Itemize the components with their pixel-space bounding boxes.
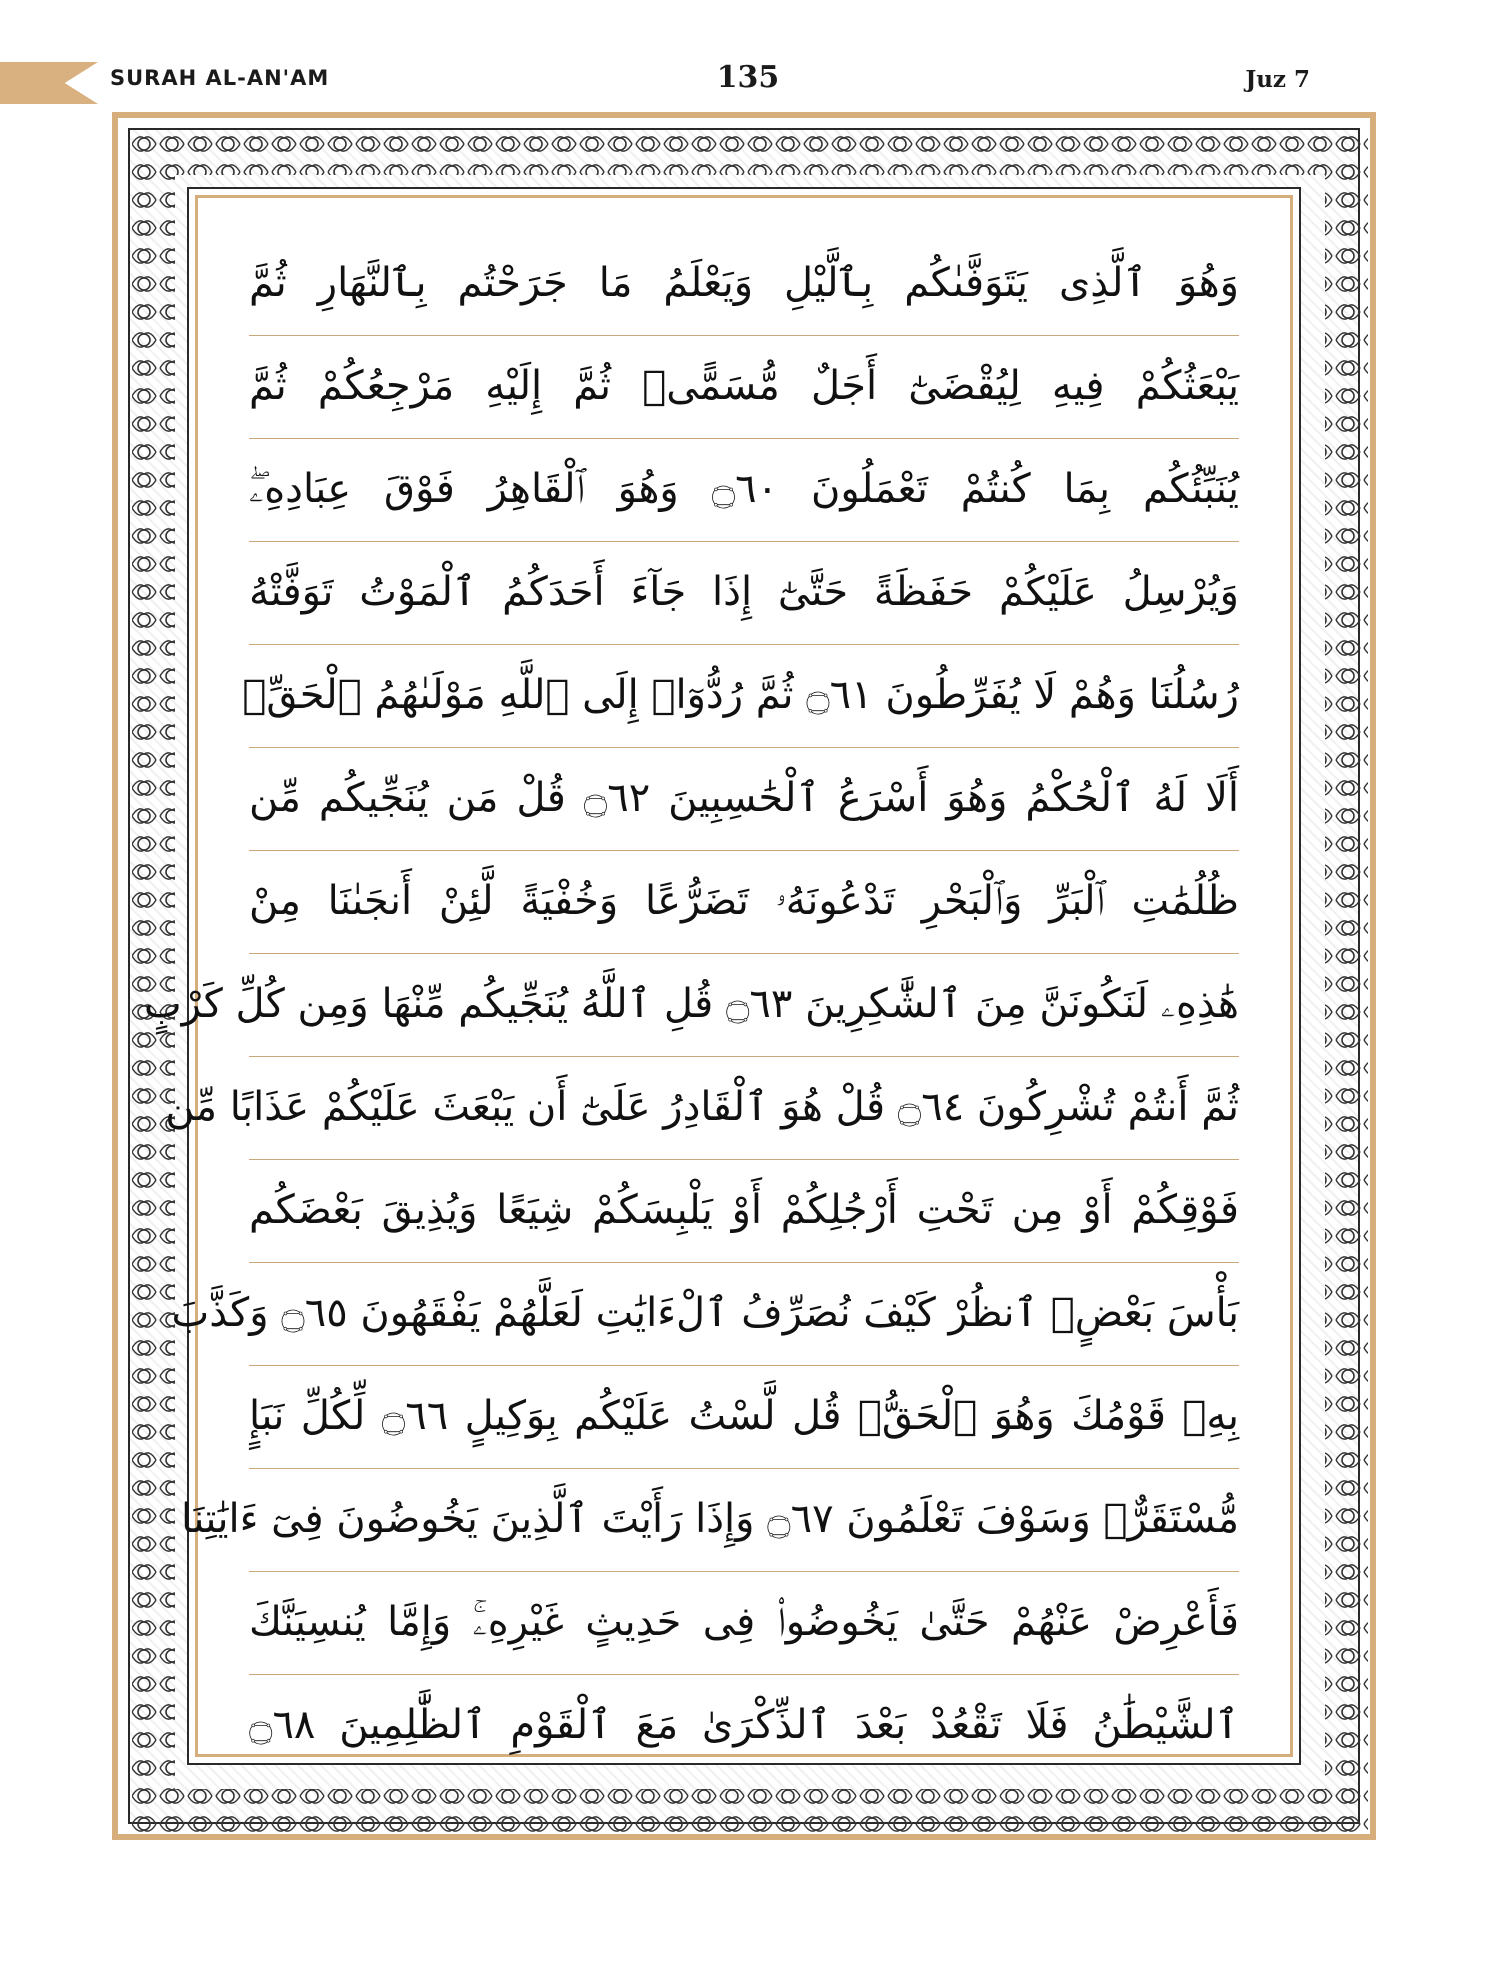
- verse-line: وَيُرْسِلُ عَلَيْكُمْ حَفَظَةً حَتَّىٰٓ إِذَا جَآءَ أَحَدَكُمُ ٱلْمَوْتُ تَوَفَّتْهُ: [249, 542, 1239, 645]
- verse-line: فَأَعْرِضْ عَنْهُمْ حَتَّىٰ يَخُوضُوا۟ فِى حَدِيثٍ غَيْرِهِۦۚ وَإِمَّا يُنسِيَنَّكَ: [249, 1572, 1239, 1675]
- verse-line: يُنَبِّئُكُم بِمَا كُنتُمْ تَعْمَلُونَ ۝٦٠ وَهُوَ ٱلْقَاهِرُ فَوْقَ عِبَادِهِۦۖ: [249, 439, 1239, 542]
- juz-label: Juz 7: [1245, 66, 1310, 93]
- verse-line: أَلَا لَهُ ٱلْحُكْمُ وَهُوَ أَسْرَعُ ٱلْحَٰسِبِينَ ۝٦٢ قُلْ مَن يُنَجِّيكُم مِّن: [249, 748, 1239, 851]
- verse-line: بِهِۦ قَوْمُكَ وَهُوَ ٱلْحَقُّۚ قُل لَّسْتُ عَلَيْكُم بِوَكِيلٍ ۝٦٦ لِّكُلِّ نَبَإٍ: [249, 1366, 1239, 1469]
- verse-line: ظُلُمَٰتِ ٱلْبَرِّ وَٱلْبَحْرِ تَدْعُونَهُۥ تَضَرُّعًا وَخُفْيَةً لَّئِنْ أَنجَىٰنَا مِنْ: [249, 851, 1239, 954]
- ornamental-border: [128, 128, 1360, 1824]
- verse-line: وَهُوَ ٱلَّذِى يَتَوَفَّىٰكُم بِٱلَّيْلِ وَيَعْلَمُ مَا جَرَحْتُم بِٱلنَّهَارِ ثُمَّ: [249, 233, 1239, 336]
- verse-lines: [144, 233, 1240, 1748]
- verse-line: مُّسْتَقَرٌّۚ وَسَوْفَ تَعْلَمُونَ ۝٦٧ وَإِذَا رَأَيْتَ ٱلَّذِينَ يَخُوضُونَ فِىٓ ءَايَٰتِنَا: [249, 1469, 1239, 1572]
- verse-line: فَوْقِكُمْ أَوْ مِن تَحْتِ أَرْجُلِكُمْ أَوْ يَلْبِسَكُمْ شِيَعًا وَيُذِيقَ بَعْضَكُم: [249, 1160, 1239, 1263]
- verse-line: رُسُلُنَا وَهُمْ لَا يُفَرِّطُونَ ۝٦١ ثُمَّ رُدُّوٓا۟ إِلَى ٱللَّهِ مَوْلَىٰهُمُ ٱلْحَقِّۚ: [249, 645, 1239, 748]
- verse-line: يَبْعَثُكُمْ فِيهِ لِيُقْضَىٰٓ أَجَلٌ مُّسَمًّىۖ ثُمَّ إِلَيْهِ مَرْجِعُكُمْ ثُمَّ: [249, 336, 1239, 439]
- page-number: 135: [716, 60, 780, 95]
- surah-title: SURAH AL-AN'AM: [110, 66, 330, 90]
- text-panel: [144, 187, 1301, 1765]
- verse-line: هَٰذِهِۦ لَنَكُونَنَّ مِنَ ٱلشَّٰكِرِينَ ۝٦٣ قُلِ ٱللَّهُ يُنَجِّيكُم مِّنْهَا وَمِن كُلِّ كَرْبٍ: [249, 954, 1239, 1057]
- page-frame: [112, 112, 1376, 1840]
- verse-line: ثُمَّ أَنتُمْ تُشْرِكُونَ ۝٦٤ قُلْ هُوَ ٱلْقَادِرُ عَلَىٰٓ أَن يَبْعَثَ عَلَيْكُمْ عَذَابًا مِّن: [249, 1057, 1239, 1160]
- verse-line: ٱلشَّيْطَٰنُ فَلَا تَقْعُدْ بَعْدَ ٱلذِّكْرَىٰ مَعَ ٱلْقَوْمِ ٱلظَّٰلِمِينَ ۝٦٨: [249, 1702, 1239, 1748]
- verse-line: بَأْسَ بَعْضٍۗ ٱنظُرْ كَيْفَ نُصَرِّفُ ٱلْءَايَٰتِ لَعَلَّهُمْ يَفْقَهُونَ ۝٦٥ وَكَذَّبَ: [249, 1263, 1239, 1366]
